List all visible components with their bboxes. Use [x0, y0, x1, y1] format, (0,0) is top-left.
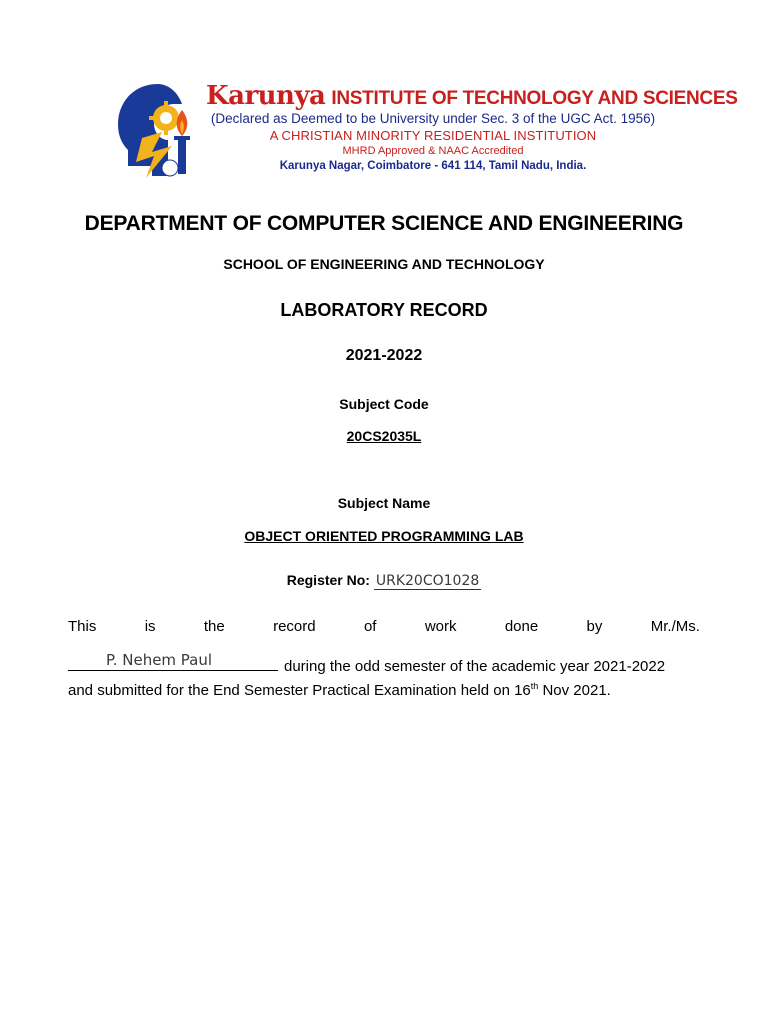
- word: This: [68, 618, 97, 635]
- karunya-emblem-icon: [112, 80, 204, 184]
- exam-text: and submitted for the End Semester Practical Examination held on 16: [68, 682, 531, 699]
- certificate-line-1: [68, 618, 700, 635]
- subject-code: 20CS2035L: [346, 428, 422, 444]
- ordinal-suffix: th: [530, 681, 539, 691]
- institution-name: [206, 81, 738, 111]
- brand-name: Karunya: [206, 81, 326, 111]
- student-name: P. Nehem Paul: [106, 651, 213, 669]
- register-number: [0, 572, 768, 589]
- word: of: [363, 618, 377, 635]
- accreditation: MHRD Approved & NAAC Accredited: [342, 145, 524, 157]
- deemed-declaration: (Declared as Deemed to be University under Sec. 3 of the UGC Act. 1956): [210, 111, 656, 126]
- word: by: [586, 618, 603, 635]
- word: work: [424, 618, 457, 635]
- institution-address: Karunya Nagar, Coimbatore - 641 114, Tamil Nadu, India.: [279, 160, 587, 172]
- semester-text: during the odd semester of the academic year 2021-2022: [284, 658, 666, 675]
- exam-date-suffix: Nov 2021.: [538, 682, 611, 699]
- academic-year: 2021-2022: [345, 347, 423, 364]
- subject-name-label: Subject Name: [337, 495, 431, 511]
- word: record: [273, 618, 316, 635]
- institute-title: INSTITUTE OF TECHNOLOGY AND SCIENCES: [331, 88, 738, 109]
- word: Mr./Ms.: [650, 618, 700, 635]
- word: done: [504, 618, 539, 635]
- subject-name: OBJECT ORIENTED PROGRAMMING LAB: [244, 528, 524, 544]
- register-label: Register No:: [286, 572, 370, 588]
- institution-text: [206, 78, 738, 172]
- certificate-line-3: [68, 682, 700, 699]
- school-title: SCHOOL OF ENGINEERING AND TECHNOLOGY: [223, 256, 545, 272]
- word: the: [203, 618, 225, 635]
- register-value: URK20CO1028: [375, 573, 480, 589]
- subject-code-label: Subject Code: [339, 396, 429, 412]
- minority-institution: A CHRISTIAN MINORITY RESIDENTIAL INSTITUTION: [269, 128, 597, 143]
- department-title: DEPARTMENT OF COMPUTER SCIENCE AND ENGINEERING: [84, 212, 684, 235]
- record-title: LABORATORY RECORD: [280, 300, 488, 320]
- student-name-blank: [68, 650, 278, 671]
- certificate-line-2: [68, 650, 700, 675]
- institution-header: [112, 78, 738, 188]
- word: is: [144, 618, 156, 635]
